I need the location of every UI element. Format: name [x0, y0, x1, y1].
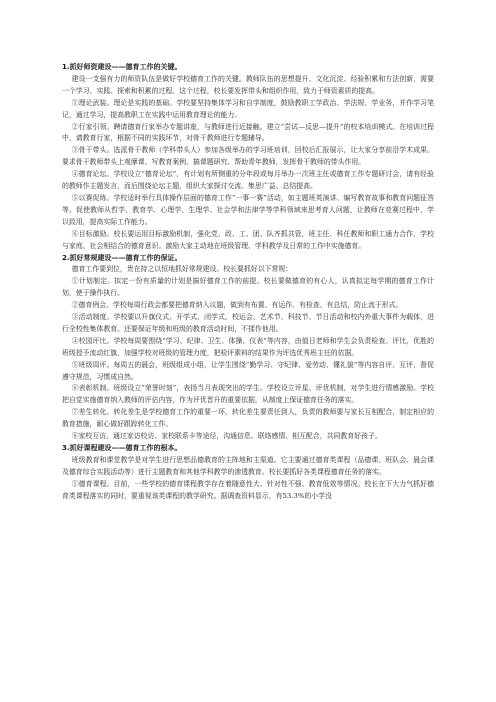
- paragraph: ⑥目标激励。校长要运用目标激励机制，强化党、政、工、团、队齐抓共管，班主任、科任教师和职工通力合作，学校与家庭、社会相结合的德育意识。激励大家主动地在班级管理、学科教学及日常的工作中实施德育。: [62, 229, 434, 250]
- section-heading: 3.抓好课程建设——德育工作的根本。: [62, 444, 182, 452]
- section-heading: 1.抓好师资建设——德育工作的关键。: [62, 63, 182, 71]
- paragraph: ③活动制度。学校要以升旗仪式、开学式、闭学式、校运会、艺术节、科技节、节日活动和校内外重大事件为载体，进行全校性集体教育。还要保证年级和班级的教育活动时间，不揉作他用。: [62, 313, 434, 333]
- paragraph: ⑥表彰机制。班级设立“荣誉时刻”，表扬当月表现突出的学生。学校设立评星、评优机制，对学生进行情感激励。学校把自觉实施德育纳入教师的评估内容，作为评优晋升的重要依据，从制度上保证德育任务的落实。: [62, 384, 434, 405]
- paragraph: 建设一支强有力的师资队伍是做好学校德育工作的关键。教师队伍的思想提升、文化沉淀、经验积累和方法创新，需要一个学习、实践、探索和积累的过程。这个过程，校长要发挥带头和组织作用，致力于师资素质的提高。: [62, 74, 434, 95]
- paragraph: ②德育例会。学校每周行政会都要把德育纳入议题，做到有布置、有运作、有检查、有总结，防止流于形式。: [71, 301, 403, 310]
- document-body: [62, 62, 434, 503]
- paragraph: ⑤以赛促练。学校适时举行具体操作层面的德育工作“一事一赛”活动，如主题班英演讲、编写教育故事和教育问题征答等。促使教师从哲学、教育学、心理学、生理学、社会学和法律学等学科领域来思考育人问题，让教师在竞赛过程中，学以致用，提高实际工作能力。: [62, 193, 434, 226]
- paragraph: ②行家引领。聘请德育行家举办专题讲座，与教师进行近接触。建立“尝试—反思—提升”的校本培训模式。在培训过程中，请教育行家，根据不同的实践环节，对骨干教师进行专题辅导。: [62, 122, 434, 143]
- paragraph: ⑤班级周评。每周五的晨会，班级组成小组，让学生围绕“勤学习、守纪律、爱劳动、懂礼貌”等内容自评、互评，督促遵守规范，习惯成自然。: [62, 360, 434, 381]
- paragraph: ⑦差生转化。转化差生是学校德育工作的重要一环，转化差生要责任到人，负责的教师要与家长互相配合，制定相应的教育措施，耐心做好跟踪转化工作。: [62, 408, 434, 429]
- paragraph: ③骨干带头。选派骨干教师（学科带头人）参加各级举办的学习班培训，回校后汇报展示，让大家分享前沿学术成果。要求骨干教师带头上观摩课、写教育案例、搞课题研究、帮助青年教师，发挥骨干教师的带头作用。: [62, 146, 434, 167]
- paragraph: ①计划制定。拟定一份有质量的计划是搞好德育工作的前提。校长要做德育的有心人，认真拟定每学期的德育工作计划，使于操作执行。: [62, 277, 434, 298]
- paragraph: 德育工作要到位，贵在持之以恒地抓好常规建设。校长要抓好以下常规：: [71, 265, 293, 274]
- section-heading: 2.抓好常规建设——德育工作的保证。: [62, 253, 182, 262]
- paragraph: 班级教育和课堂教学是对学生进行思想品德教育的主阵地和主渠道。它主要通过德育类课程（品德课、班队会、晨会课及德育综合实践活动等）进行主题教育和其他学科教学的渗透教育。校长要抓好各类课程德育任务的落实。: [62, 455, 434, 476]
- paragraph: ⑧家校互访。通过家访校访、家校联系卡等途径，沟通信息、联络感情、相互配合，共同教育好孩子。: [71, 432, 382, 441]
- paragraph: ①德育课程。目前，一些学校的德育课程教学存在着随意性大、针对性不强、教育低效等情况。校长在下大力气抓好德育类课程落实的同时，要重视该类课程的教学研究。据调查资料显示，有53.3%的小学没: [62, 479, 434, 500]
- paragraph: ④德育论坛。学校设立“德育论坛”，有计划有所侧重的分年段或每月举办一次班主任或德育工作专题研讨会，请有经验的教师作主题发言，而后围绕论坛主题，组织大家探讨交流、集思广益、总结提高。: [62, 170, 434, 191]
- paragraph: ①理论武装。理论是实践的基础。学校要坚持集体学习和自学制度，鼓励教职工学政治、学法规、学业务，并作学习笔记，通过学习，提高教职工在实践中运用教育理论的能力。: [62, 98, 434, 119]
- paragraph: ④校园评比。学校每周要围绕“学习、纪律、卫生、体操、仪表”等内容，由值日老师和学生会负责检查、评比，优胜的班级授予流动红旗，加强学校对班级的管理力度，把检评素料的结果作为评选优秀班主任的依据。: [62, 336, 434, 357]
